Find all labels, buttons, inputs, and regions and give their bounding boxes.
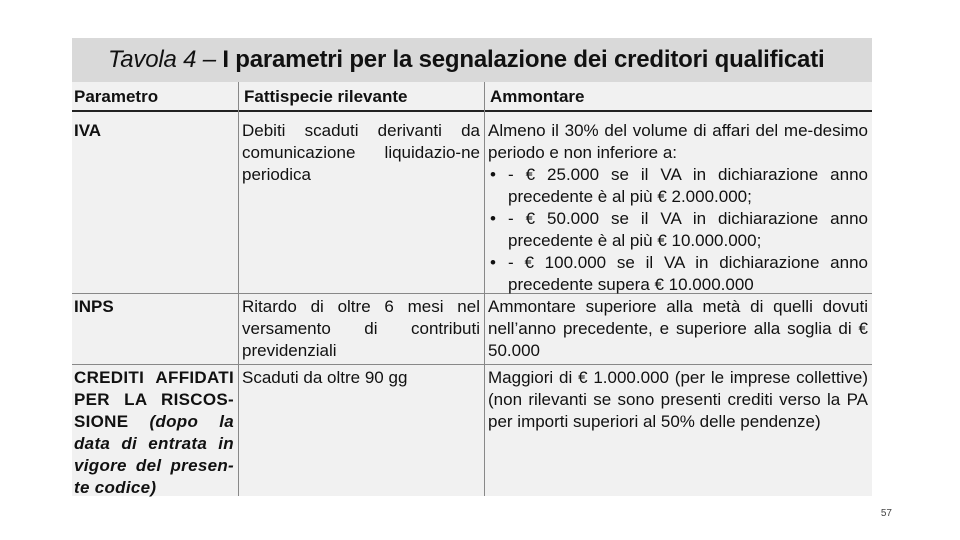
list-item xyxy=(488,252,868,296)
ammontare-iva-intro: Almeno il 30% del volume di affari del me-desimo periodo e non inferiore a: xyxy=(488,121,868,162)
param-crediti-bold: CREDITI AFFIDATI PER LA RISCOS-SIONE xyxy=(74,368,234,431)
header-fattispecie: Fattispecie rilevante xyxy=(244,87,408,106)
header-parametro: Parametro xyxy=(74,87,159,106)
param-crediti-italic: (dopo la data di entrata in vigore del presen-te codice) xyxy=(74,412,234,497)
header-ammontare: Ammontare xyxy=(490,87,585,106)
fattispecie-inps: Ritardo di oltre 6 mesi nel versamento di contributi previdenziali xyxy=(242,297,480,360)
bullet-icon: • xyxy=(490,209,496,228)
column-divider xyxy=(484,82,485,496)
param-crediti xyxy=(74,367,234,499)
param-inps: INPS xyxy=(74,297,114,316)
table-title xyxy=(72,38,872,82)
row-divider xyxy=(72,364,872,365)
ammontare-crediti: Maggiori di € 1.000.000 (per le imprese collettive) (non rilevanti se sono presenti crediti verso la PA per importi superiori al 50% delle pendenze) xyxy=(488,368,868,431)
fattispecie-crediti: Scaduti da oltre 90 gg xyxy=(242,368,408,387)
bullet-text: - € 25.000 se il VA in dichiarazione anno precedente è al più € 2.000.000; xyxy=(508,165,868,206)
fattispecie-iva: Debiti scaduti derivanti da comunicazione liquidazio-ne periodica xyxy=(242,121,480,184)
bullet-text: - € 50.000 se il VA in dichiarazione anno precedente è al più € 10.000.000; xyxy=(508,209,868,250)
column-divider xyxy=(238,82,239,496)
ammontare-iva xyxy=(488,120,868,296)
table-title-prefix: Tavola 4 – xyxy=(108,46,216,73)
table-title-main: I parametri per la segnalazione dei creditori qualificati xyxy=(222,46,825,73)
ammontare-inps: Ammontare superiore alla metà di quelli dovuti nell’anno precedente, e superiore alla soglia di € 50.000 xyxy=(488,297,868,360)
bullet-icon: • xyxy=(490,253,496,272)
parameters-table xyxy=(72,38,872,496)
param-iva: IVA xyxy=(74,121,102,140)
bullet-text: - € 100.000 se il VA in dichiarazione anno precedente supera € 10.000.000 xyxy=(508,253,868,294)
table-header-row xyxy=(72,82,872,112)
page-number: 57 xyxy=(880,508,892,519)
list-item xyxy=(488,164,868,208)
list-item xyxy=(488,208,868,252)
bullet-icon: • xyxy=(490,165,496,184)
